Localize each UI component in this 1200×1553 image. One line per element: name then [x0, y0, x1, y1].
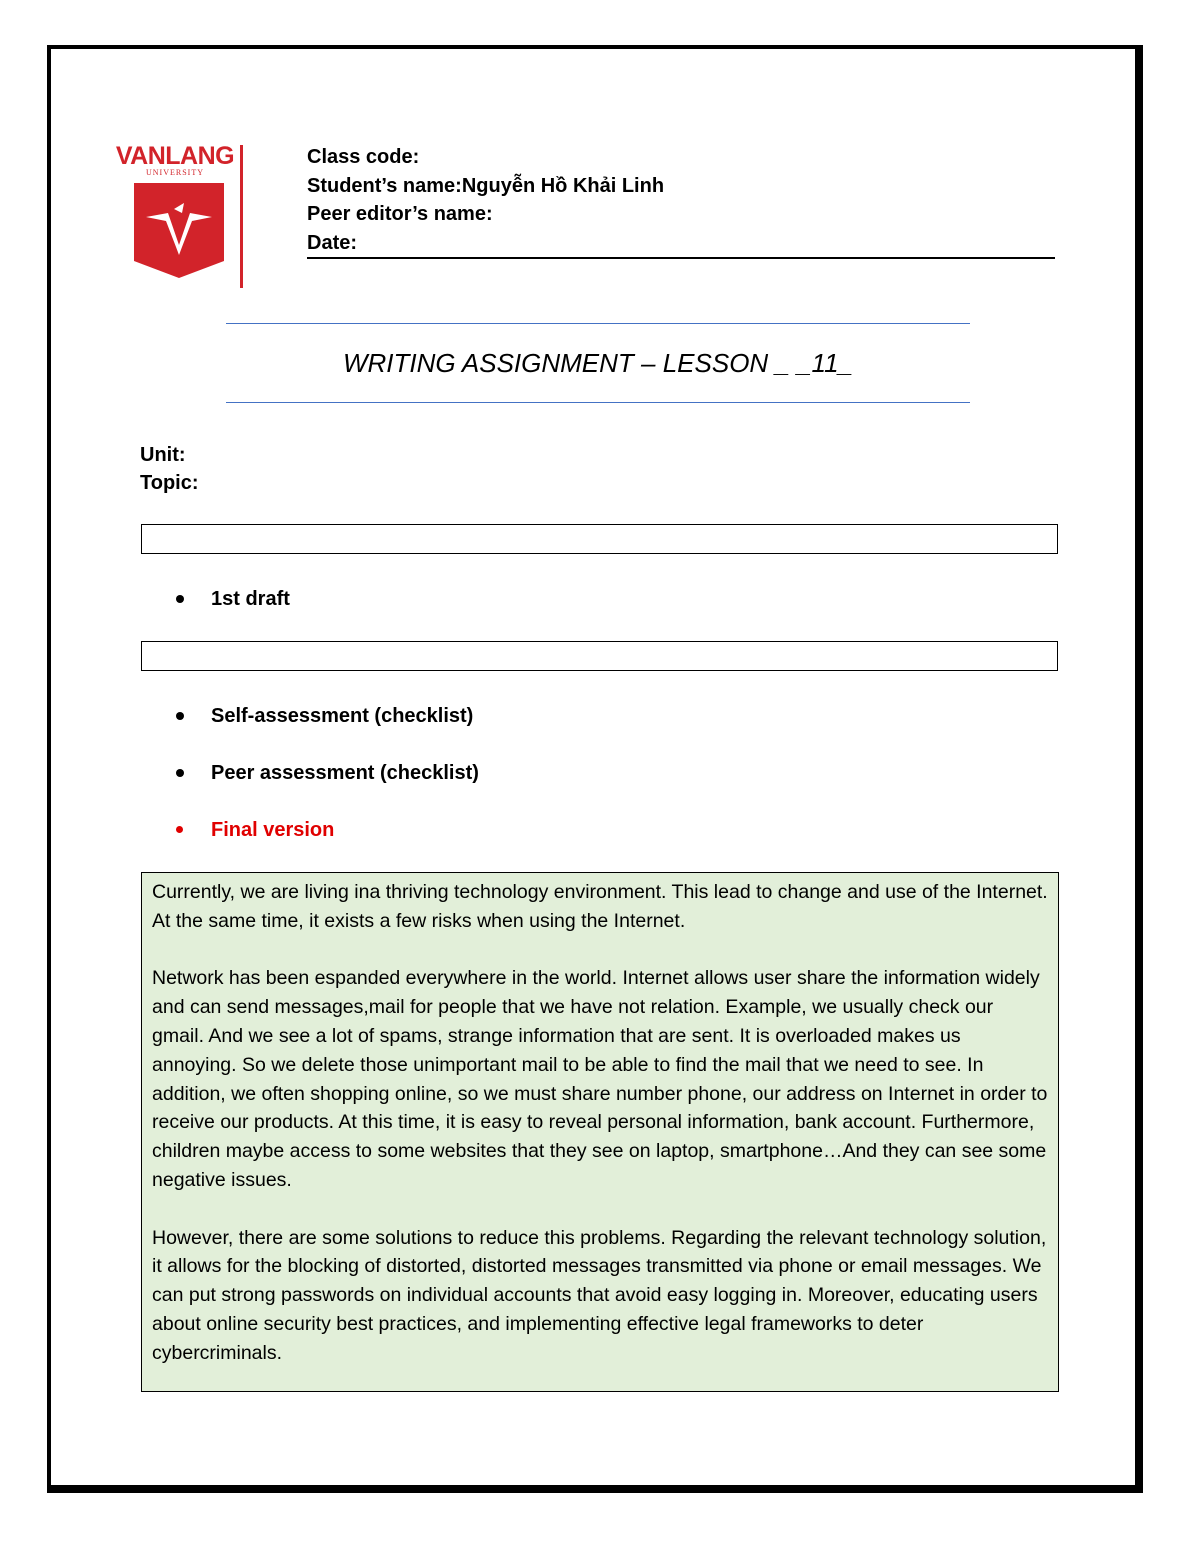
blank-box-1: [141, 524, 1058, 554]
bullet-icon: [176, 769, 184, 777]
logo-divider: [240, 145, 243, 288]
title-top-rule: [226, 323, 970, 324]
logo-brand: VANLANG: [115, 142, 235, 170]
university-logo: [113, 143, 237, 283]
first-draft-label: 1st draft: [211, 588, 290, 610]
unit-topic: [140, 441, 199, 497]
date-label: Date:: [307, 231, 358, 254]
page-title: WRITING ASSIGNMENT – LESSON _ _11_: [342, 348, 854, 378]
essay-box: [141, 872, 1059, 1392]
peer-assessment-label: Peer assessment (checklist): [211, 762, 479, 784]
class-code-label: Class code:: [307, 146, 420, 168]
unit-label: Unit:: [140, 444, 186, 466]
bullet-icon: [176, 826, 183, 833]
bullet-icon: [176, 712, 184, 720]
essay-paragraph: Currently, we are living ina thriving technology environment. This lead to change and use of the Internet. At the same time, it exists a few risks when using the Internet.: [152, 881, 1048, 932]
header-underline: [307, 257, 1055, 259]
self-assessment-label: Self-assessment (checklist): [211, 705, 474, 727]
essay-paragraph: Network has been espanded everywhere in the world. Internet allows user share the information widely and can send messages,mail for people that we have not relation. Example, we usually check our gmail. And we see a lot of spams, strange information that are sent. It is overloaded makes us annoying. So we delete those unimportant mail to be able to find the mail that we need to see. In addition, we often shopping online, so we must share number phone, our address on Internet in order to receive our products. At this time, it is easy to reveal personal information, bank account. Furthermore, children maybe access to some websites that they see on laptop, smartphone…And they can see some negative issues.: [152, 967, 1048, 1191]
title-bottom-rule: [226, 402, 970, 403]
bullet-icon: [176, 595, 184, 603]
student-name-label: Student’s name:Nguyễn Hồ Khải Linh: [307, 174, 665, 197]
logo-subtitle: UNIVERSITY: [146, 168, 204, 177]
essay-paragraph: However, there are some solutions to reduce this problems. Regarding the relevant technology solution, it allows for the blocking of distorted, distorted messages transmitted via phone or email messages. We can put strong passwords on individual accounts that avoid easy logging in. Moreover, educating users about online security best practices, and implementing effective legal frameworks to deter cybercriminals.: [152, 1226, 1047, 1364]
header-info: [307, 143, 664, 257]
topic-label: Topic:: [140, 472, 199, 494]
shield-icon: [134, 183, 224, 278]
blank-box-2: [141, 641, 1058, 671]
final-version-label: Final version: [211, 819, 335, 841]
peer-editor-label: Peer editor’s name:: [307, 203, 493, 225]
